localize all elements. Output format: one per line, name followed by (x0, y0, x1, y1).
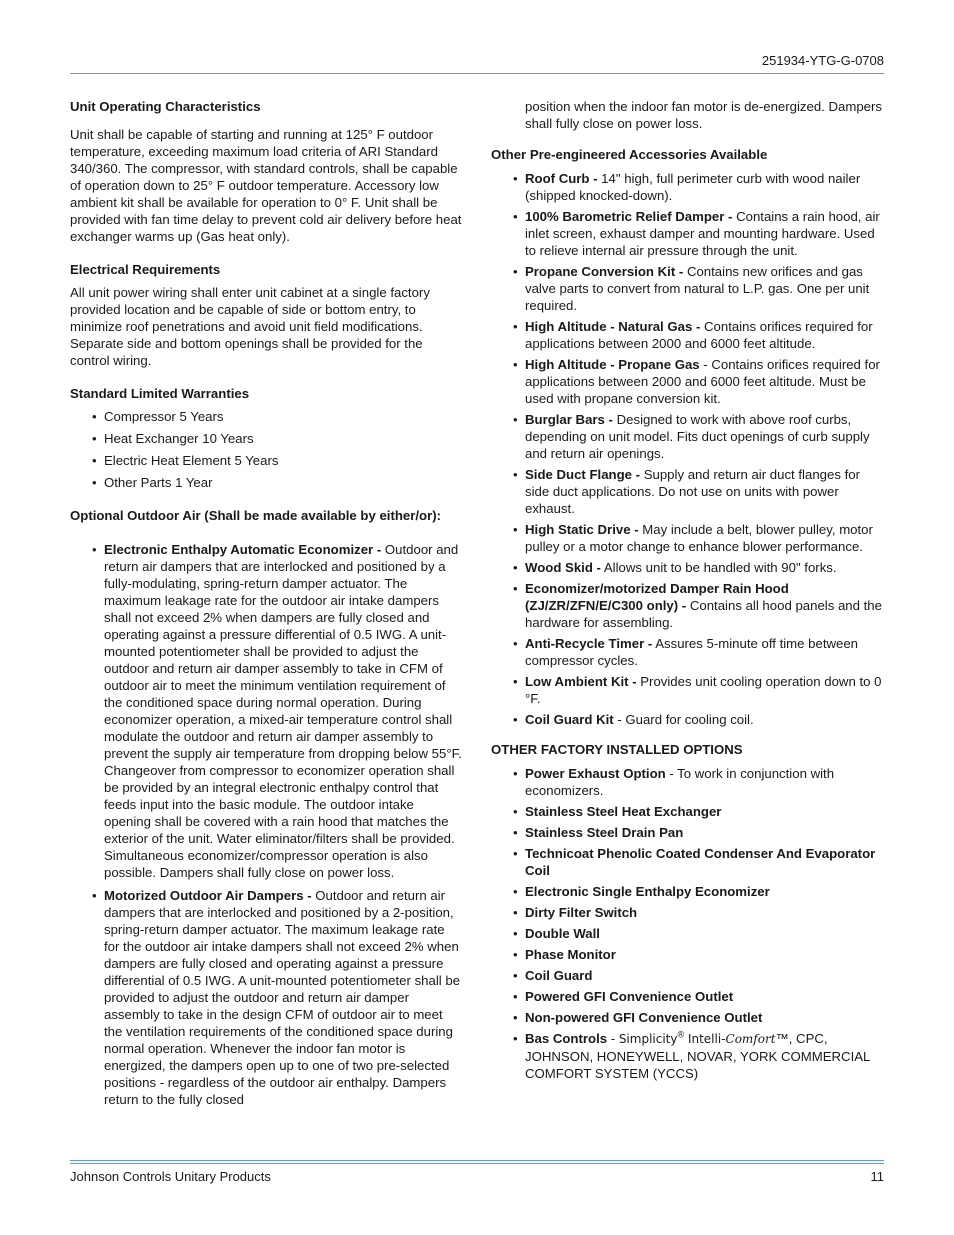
list-item: • Powered GFI Convenience Outlet (513, 989, 734, 1004)
list-item (70, 887, 462, 1108)
item-name: Motorized Outdoor Air Dampers - (104, 888, 312, 903)
list-item: • Electronic Single Enthalpy Economizer (513, 884, 770, 899)
list-item: • Non-powered GFI Convenience Outlet (513, 1010, 763, 1025)
electrical-body: All unit power wiring shall enter unit cabinet at a single factory provided location and be capable of side or bottom entry, to minimize roof penetrations and avoid unit field modifications. Separate side and bottom openings shall be provided for the control wiring. (70, 285, 430, 368)
list-item: • Compressor 5 Years (92, 409, 224, 424)
bullet-icon: • (513, 412, 518, 427)
bullet-icon: • (92, 409, 97, 424)
bullet-icon: • (92, 888, 97, 903)
list-item: • Burglar Bars - Designed to work with above roof curbs, depending on unit model. Fits duct openings of curb supply and return air openings. (513, 412, 870, 461)
list-item: • Phase Monitor (513, 947, 616, 962)
bullet-icon: • (513, 766, 518, 781)
simplicity-brand: Simplicity (618, 1032, 678, 1046)
bullet-icon: • (513, 522, 518, 537)
item-text: Outdoor and return air dampers that are interlocked and positioned by a 2-position, spring-return damper actuator. The maximum leakage rate for the outdoor air intake dampers shall not exceed 2% when dampers are fully closed and operating against a pressure differential of 0.5 IWG. A unit-mounted potentiometer shall be provided to adjust the outdoor and return air damper assembly to take in the design CFM of outdoor air to meet the ventilation requirements of the conditioned space during normal operation. Whenever the indoor fan motor is energized, the dampers open up to one of two pre-selected positions - regardless of the outdoor air enthalpy. Dampers return to the fully closed (104, 888, 461, 1107)
list-item: • Low Ambient Kit - Provides unit cooling operation down to 0 °F. (513, 674, 882, 706)
bullet-icon: • (513, 467, 518, 482)
list-item: • Stainless Steel Heat Exchanger (513, 804, 722, 819)
list-item: • 100% Barometric Relief Damper - Contains a rain hood, air inlet screen, exhaust damper and mounting hardware. Used to relieve internal air pressure through the unit. (513, 209, 880, 258)
bullet-icon: • (513, 674, 518, 689)
right-column (491, 98, 883, 1082)
bullet-icon: • (513, 825, 518, 840)
list-item: • Dirty Filter Switch (513, 905, 638, 920)
bullet-icon: • (513, 968, 518, 983)
bullet-icon: • (513, 264, 518, 279)
list-item: • Anti-Recycle Timer - Assures 5-minute off time between compressor cycles. (513, 636, 859, 668)
item-name: Electronic Enthalpy Automatic Economizer - (104, 542, 382, 557)
bullet-icon: • (513, 357, 518, 372)
list-item: • Economizer/motorized Damper Rain Hood (ZJ/ZR/ZFN/E/C300 only) - Contains all hood panels and the hardware for assembling. (513, 581, 882, 630)
bullet-icon: • (92, 475, 97, 490)
bullet-icon: • (513, 884, 518, 899)
list-item: • Double Wall (513, 926, 600, 941)
bullet-icon: • (513, 171, 518, 186)
list-item: • High Altitude - Propane Gas - Contains orifices required for applications between 2000 and 6000 feet altitude. Must be used with propane conversion kit. (513, 357, 880, 406)
list-item (70, 541, 462, 881)
footer-company: Johnson Controls Unitary Products (70, 1169, 271, 1184)
footer-rule (70, 1160, 884, 1164)
list-item: • Stainless Steel Drain Pan (513, 825, 684, 840)
list-item: • High Static Drive - May include a belt, blower pulley, motor pulley or a motor change to enhance blower performance. (513, 522, 873, 554)
bullet-icon: • (92, 431, 97, 446)
list-item: • Technicoat Phenolic Coated Condenser And Evaporator Coil (513, 846, 876, 878)
unit-operating-heading: Unit Operating Characteristics (70, 99, 261, 114)
bullet-icon: • (513, 319, 518, 334)
bullet-icon: • (513, 581, 518, 596)
bullet-icon: • (513, 926, 518, 941)
bullet-icon: • (513, 636, 518, 651)
list-item: • Side Duct Flange - Supply and return air duct flanges for side duct applications. Do not use on units with power exhaust. (513, 467, 860, 516)
bullet-icon: • (513, 846, 518, 861)
bullet-icon: • (513, 804, 518, 819)
bullet-icon: • (513, 905, 518, 920)
document-id: 251934-YTG-G-0708 (761, 53, 884, 68)
optional-air-list (70, 541, 462, 1108)
bullet-icon: • (92, 453, 97, 468)
list-item: • Wood Skid - Allows unit to be handled with 90" forks. (513, 560, 837, 575)
factory-options-list (491, 765, 883, 1082)
list-item: • High Altitude - Natural Gas - Contains orifices required for applications between 2000 and 6000 feet altitude. (513, 319, 873, 351)
list-item: • Propane Conversion Kit - Contains new orifices and gas valve parts to convert from natural to L.P. gas. One per unit required. (513, 264, 870, 313)
unit-operating-body: Unit shall be capable of starting and running at 125° F outdoor temperature, exceeding maximum load criteria of ARI Standard 340/360. The compressor, with standard controls, shall be capable of operation down to 25° F outdoor temperature. Accessory low ambient kit shall be available for operation to 0° F. Unit shall be provided with fan time delay to prevent cold air delivery before heat exchanger warms up (Gas heat only). (70, 127, 462, 244)
bullet-icon: • (513, 209, 518, 224)
bullet-icon: • (513, 1031, 518, 1046)
header-rule (70, 73, 884, 74)
left-column (70, 98, 462, 1108)
warranties-heading: Standard Limited Warranties (70, 386, 250, 401)
list-item: • Other Parts 1 Year (92, 475, 213, 490)
page-number: 11 (870, 1169, 884, 1184)
bullet-icon: • (513, 712, 518, 727)
list-item: • Coil Guard (513, 968, 593, 983)
bullet-icon: • (513, 560, 518, 575)
bullet-icon: • (92, 542, 97, 557)
accessories-list (491, 170, 883, 728)
comfort-brand: Comfort (725, 1032, 776, 1046)
list-item: • Heat Exchanger 10 Years (92, 431, 254, 446)
electrical-heading: Electrical Requirements (70, 262, 221, 277)
factory-options-heading: OTHER FACTORY INSTALLED OPTIONS (491, 742, 743, 757)
accessories-heading: Other Pre-engineered Accessories Available (491, 147, 768, 162)
warranty-list (70, 408, 462, 491)
list-item: • Coil Guard Kit - Guard for cooling coil. (513, 712, 754, 727)
list-item: • Bas Controls - Simplicity® Intelli-Comfort™, CPC, JOHNSON, HONEYWELL, NOVAR, YORK COMMERCIAL COMFORT SYSTEM (YCCS) (513, 1029, 870, 1081)
bullet-icon: • (513, 947, 518, 962)
bullet-icon: • (513, 1010, 518, 1025)
optional-air-heading: Optional Outdoor Air (Shall be made available by either/or): (70, 508, 442, 523)
list-item: • Roof Curb - 14" high, full perimeter curb with wood nailer (shipped knocked-down). (513, 171, 861, 203)
item-text: Outdoor and return air dampers that are interlocked and positioned by a fully-modulating, spring-return damper actuator. The maximum leakage rate for the outdoor air intake dampers shall not exceed 2% when dampers are fully closed and operating against a pressure differential of 0.5 IWG. A unit-mounted potentiometer shall be provided to adjust the outdoor and return air damper assembly to take in CFM of outdoor air to meet the minimum ventilation requirement of the conditioned space during normal operation. During economizer operation, a mixed-air temperature control shall modulate the outdoor and return air damper assembly to prevent the supply air temperature from dropping below 55°F. Changeover from compressor to economizer operation shall be provided by an integral electronic enthalpy control that feeds input into the basic module. The outdoor intake opening shall be covered with a rain hood that matches the exterior of the unit. Water eliminator/filters shall be provided. Simultaneous economizer/compressor operation is also possible. Dampers shall fully close on power loss. (104, 542, 462, 880)
list-item: • Power Exhaust Option - To work in conjunction with economizers. (513, 766, 835, 798)
continuation-text: position when the indoor fan motor is de-energized. Dampers shall fully close on power loss. (525, 99, 882, 131)
list-item: • Electric Heat Element 5 Years (92, 453, 279, 468)
bullet-icon: • (513, 989, 518, 1004)
